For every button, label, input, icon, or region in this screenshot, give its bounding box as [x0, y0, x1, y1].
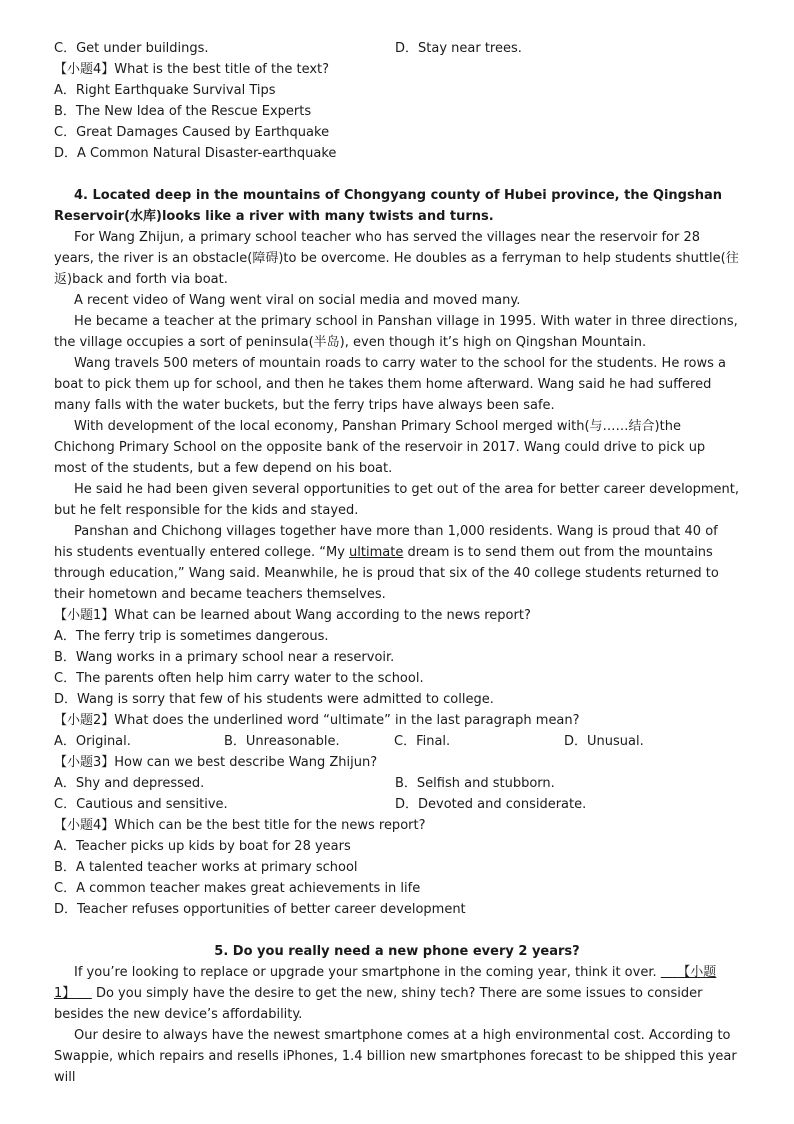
- passage5-heading: 5. Do you really need a new phone every 2 years?: [214, 944, 580, 959]
- q3-options-row-1: [54, 773, 740, 794]
- q1-option-c: C．The parents often help him carry water to the school.: [54, 671, 424, 686]
- q2-option-a: A．Original.: [54, 734, 131, 749]
- passage4-paragraph: Wang travels 500 meters of mountain roads to carry water to the school for the students. He rows a boat to pick them up for school, and then he takes them home afterward. Wang said he had suffered many falls with the water buckets, but the ferry trips have always been safe.: [54, 356, 726, 413]
- last-paragraph-text-before: Panshan and Chichong villages together have more than 1,000 residents. Wang is proud that 40 of his students eventually entered college. “My: [54, 524, 718, 560]
- last-paragraph-text-after: dream is to send them out from the mountains through education,” Wang said. Meanwhile, he is proud that six of the 40 college students returned to their hometown and became teachers themselves.: [54, 545, 719, 602]
- prev-q4-option-a: A．Right Earthquake Survival Tips: [54, 83, 276, 98]
- q4-stem: 【小题4】Which can be the best title for the news report?: [54, 818, 426, 833]
- q2-options-row: [54, 731, 740, 752]
- prev-q3-options-row: [54, 38, 740, 59]
- q3-option-d: D．Devoted and considerate.: [395, 797, 587, 812]
- blank-label: 【小题1】: [54, 965, 717, 1001]
- q3-options-row-2: [54, 794, 740, 815]
- q1-stem: 【小题1】What can be learned about Wang according to the news report?: [54, 608, 531, 623]
- q3-option-b: B．Selfish and stubborn.: [395, 776, 555, 791]
- prev-q4-stem: 【小题4】What is the best title of the text?: [54, 62, 330, 77]
- passage4-paragraph: He said he had been given several opportunities to get out of the area for better career development, but he felt responsible for the kids and stayed.: [54, 482, 740, 518]
- passage4-last-paragraph: [54, 521, 740, 605]
- passage4-paragraph: For Wang Zhijun, a primary school teacher who has served the villages near the reservoir for 28 years, the river is an obstacle(障碍)to be overcome. He doubles as a ferryman to help students shuttle(往返)back and forth via boat.: [54, 230, 739, 287]
- q2-option-c: C．Final.: [394, 734, 451, 749]
- q4-option-b: B．A talented teacher works at primary school: [54, 860, 358, 875]
- prev-q4-option-d: D．A Common Natural Disaster-earthquake: [54, 146, 337, 161]
- passage4-paragraph: He became a teacher at the primary school in Panshan village in 1995. With water in three directions, the village occupies a sort of peninsula(半岛), even though it’s high on Qingshan Mountain.: [54, 314, 738, 350]
- q1-option-d: D．Wang is sorry that few of his students were admitted to college.: [54, 692, 494, 707]
- q1-option-b: B．Wang works in a primary school near a reservoir.: [54, 650, 395, 665]
- prev-q3-option-c: C．Get under buildings.: [54, 41, 209, 56]
- passage4-paragraph: A recent video of Wang went viral on social media and moved many.: [74, 293, 521, 308]
- prev-q3-option-d: D．Stay near trees.: [395, 41, 522, 56]
- p1-text-after: Do you simply have the desire to get the new, shiny tech? There are some issues to consider besides the new device’s affordability.: [54, 986, 703, 1022]
- q2-option-d: D．Unusual.: [564, 734, 644, 749]
- q3-option-a: A．Shy and depressed.: [54, 776, 205, 791]
- q2-stem: 【小题2】What does the underlined word “ultimate” in the last paragraph mean?: [54, 713, 580, 728]
- p1-text-before: If you’re looking to replace or upgrade your smartphone in the coming year, think it over.: [74, 965, 657, 980]
- q3-option-c: C．Cautious and sensitive.: [54, 797, 228, 812]
- section-gap: [54, 920, 740, 941]
- q4-option-d: D．Teacher refuses opportunities of better career development: [54, 902, 466, 917]
- q1-option-a: A．The ferry trip is sometimes dangerous.: [54, 629, 329, 644]
- passage4-paragraph: With development of the local economy, Panshan Primary School merged with(与……结合)the Chichong Primary School on the opposite bank of the reservoir in 2017. Wang could drive to pick up most of the students, but a few depend on his boat.: [54, 419, 706, 476]
- prev-q4-option-c: C．Great Damages Caused by Earthquake: [54, 125, 330, 140]
- passage5-paragraph-2: Our desire to always have the newest smartphone comes at a high environmental cost. According to Swappie, which repairs and resells iPhones, 1.4 billion new smartphones forecast to be shipped this year will: [54, 1028, 737, 1085]
- underlined-word-ultimate: ultimate: [349, 545, 404, 560]
- section-gap: [54, 164, 740, 185]
- passage4-heading: 4. Located deep in the mountains of Chongyang county of Hubei province, the Qingshan Reservoir(水库)looks like a river with many twists and turns.: [54, 188, 723, 224]
- q4-option-a: A．Teacher picks up kids by boat for 28 years: [54, 839, 351, 854]
- passage5-paragraph-1: [54, 962, 740, 1025]
- prev-q4-option-b: B．The New Idea of the Rescue Experts: [54, 104, 312, 119]
- q2-option-b: B．Unreasonable.: [224, 734, 340, 749]
- q3-stem: 【小题3】How can we best describe Wang Zhijun?: [54, 755, 378, 770]
- document-page: [54, 38, 740, 1088]
- q4-option-c: C．A common teacher makes great achievements in life: [54, 881, 421, 896]
